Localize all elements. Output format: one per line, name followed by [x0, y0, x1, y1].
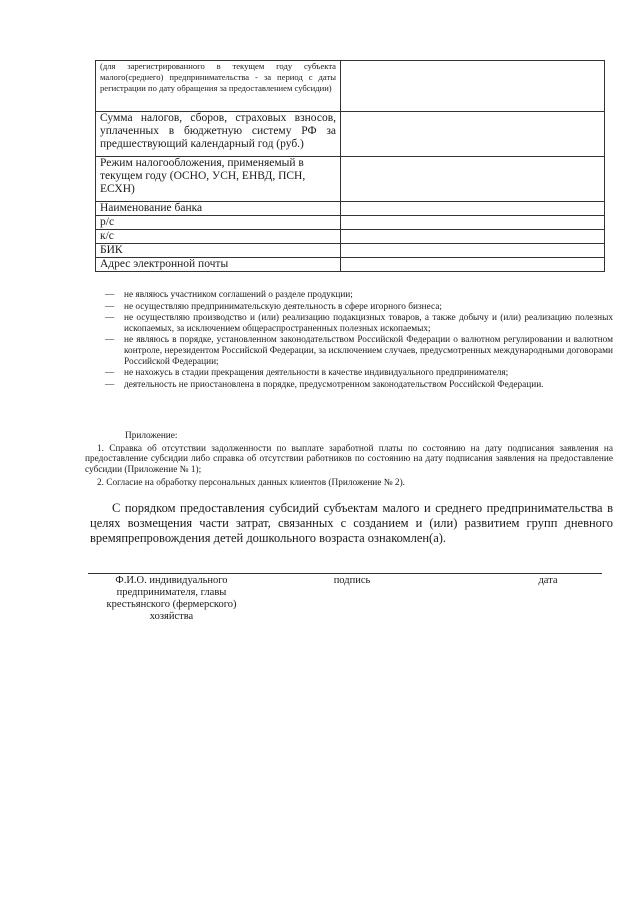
table-label-cell: Адрес электронной почты: [96, 258, 341, 272]
declaration-text: не являюсь в порядке, установленном законодательством Российской Федерации о валютном регулировании и валютном контроле, нерезидентом Российской Федерации, за исключением случаев, предусмотренных международными договорами Российской Федерации;: [124, 335, 613, 367]
list-item: [105, 313, 613, 334]
table-label-cell: Наименование банка: [96, 202, 341, 216]
table-row: [96, 61, 605, 112]
table-label-cell: Режим налогообложения, применяемый в текущем году (ОСНО, УСН, ЕНВД, ПСН, ЕСХН): [96, 157, 341, 202]
table-value-cell[interactable]: [341, 216, 605, 230]
table-row: [96, 216, 605, 230]
dash-marker: —: [105, 313, 115, 324]
acknowledgement-paragraph: С порядком предоставления субсидий субъектам малого и среднего предпринимательства в целях возмещения части затрат, связанных с созданием и (или) развитием групп дневного времяпрепровождения детей дошкольного возраста ознакомлен(а).: [90, 501, 613, 545]
table-label-cell: БИК: [96, 244, 341, 258]
table-value-cell[interactable]: [341, 112, 605, 157]
declaration-text: не осуществляю предпринимательскую деятельность в сфере игорного бизнеса;: [124, 301, 442, 312]
table-value-cell[interactable]: [341, 258, 605, 272]
table-value-cell[interactable]: [341, 61, 605, 112]
signature-line: [88, 573, 602, 574]
table-row: [96, 244, 605, 258]
applicant-details-table: [95, 60, 605, 272]
list-item: [105, 335, 613, 367]
signature-caption: подпись: [333, 575, 371, 586]
date-caption: дата: [538, 575, 558, 586]
dash-marker: —: [105, 290, 115, 300]
table-row: [96, 230, 605, 244]
table-value-cell[interactable]: [341, 157, 605, 202]
fio-caption: Ф.И.О. индивидуального предпринимателя, главы крестьянского (фермерского) хозяйства: [106, 575, 237, 622]
table-value-cell[interactable]: [341, 202, 605, 216]
table-value-cell[interactable]: [341, 230, 605, 244]
attachment-item: 1. Справка об отсутствии задолженности по выплате заработной платы по состоянию на дату подписания заявления на предоставление субсидии либо справка об отсутствии работников по состоянию на дату подписания заявления на предоставление субсидии (Приложение № 1);: [85, 443, 613, 475]
table-row: [96, 202, 605, 216]
table-label-cell: (для зарегистрированного в текущем году субъекта малого(среднего) предпринимательства - за период с даты регистрации по дату обращения за предоставлением субсидии): [96, 61, 341, 112]
attachments-heading: Приложение:: [125, 431, 178, 441]
table-label-cell: Сумма налогов, сборов, страховых взносов, уплаченных в бюджетную систему РФ за предшествующий календарный год (руб.): [96, 112, 341, 157]
dash-marker: —: [105, 368, 115, 379]
list-item: [105, 302, 613, 313]
declaration-text: не нахожусь в стадии прекращения деятельности в качестве индивидуального предпринимателя;: [124, 368, 509, 379]
table-label-cell: к/с: [96, 230, 341, 244]
declaration-text: не являюсь участником соглашений о разделе продукции;: [124, 290, 353, 300]
dash-marker: —: [105, 301, 115, 312]
dash-marker: —: [105, 335, 115, 346]
table-row: [96, 112, 605, 157]
list-item: [105, 368, 613, 379]
declaration-text: деятельность не приостановлена в порядке, предусмотренном законодательством Российской Федерации.: [124, 379, 544, 390]
table-value-cell[interactable]: [341, 244, 605, 258]
table-label-cell: р/с: [96, 216, 341, 230]
list-item: [105, 290, 613, 301]
declarations-list: [105, 290, 613, 391]
declaration-text: не осуществляю производство и (или) реализацию подакцизных товаров, а также добычу и (или) реализацию полезных ископаемых, за исключением общераспространенных полезных ископаемых;: [124, 313, 613, 334]
table-row: [96, 258, 605, 272]
list-item: [105, 380, 613, 391]
dash-marker: —: [105, 379, 115, 390]
attachments-section: [85, 431, 613, 492]
attachment-item: 2. Согласие на обработку персональных данных клиентов (Приложение № 2).: [97, 478, 405, 489]
table-row: [96, 157, 605, 202]
